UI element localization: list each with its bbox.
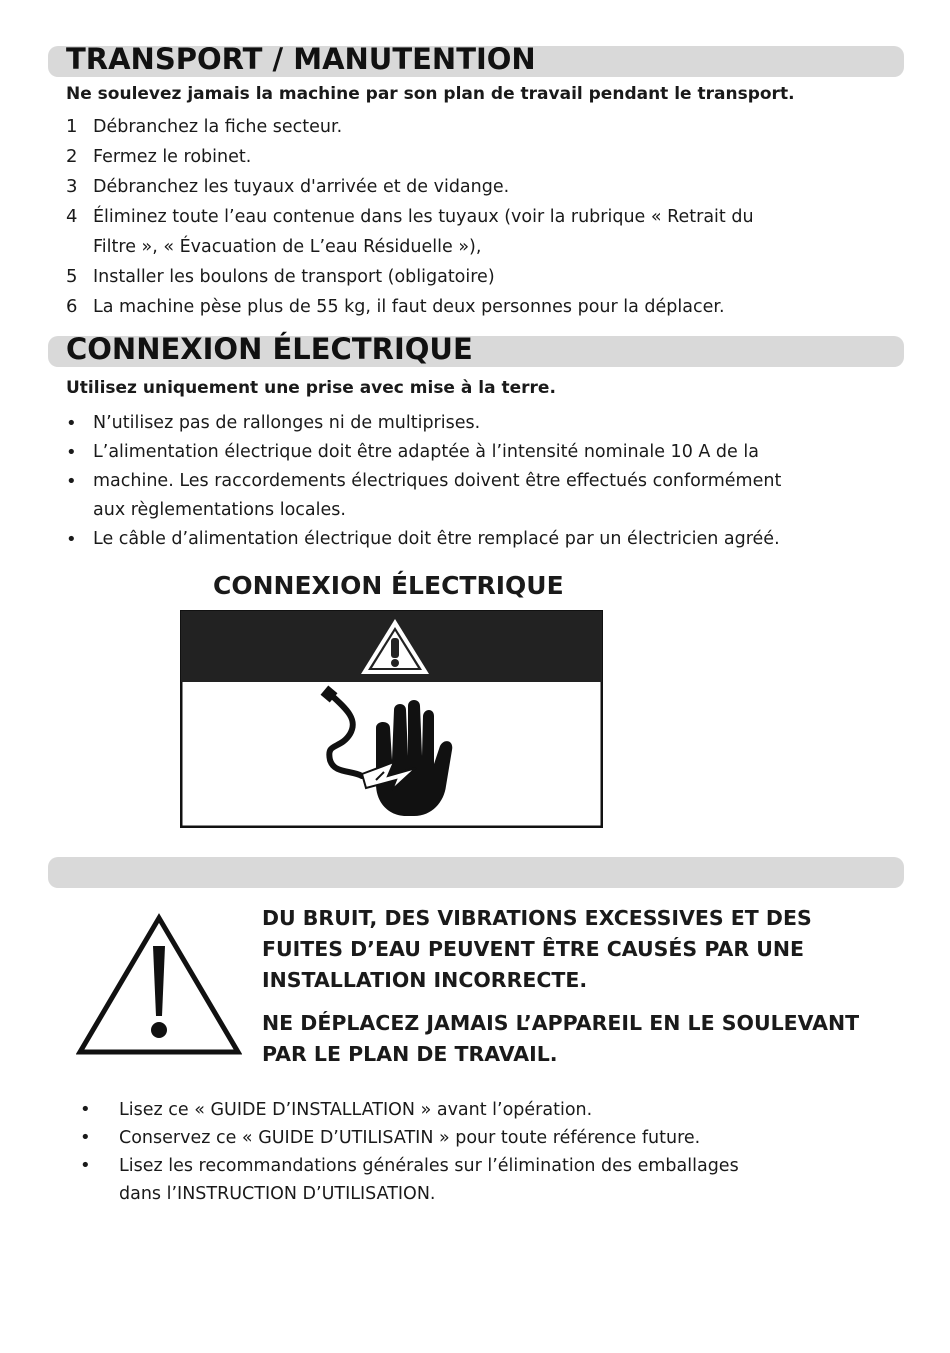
warning-triangle-icon: [76, 912, 242, 1058]
installation-bullets: [0, 1096, 739, 1208]
section-header-electrical: [48, 332, 904, 367]
installation-warning-2: NE DÉPLACEZ JAMAIS L’APPAREIL EN LE SOULEVANT PAR LE PLAN DE TRAVAIL.: [262, 1011, 860, 1066]
list-item: • Conservez ce « GUIDE D’UTILISATIN » pour toute référence future.: [80, 1127, 701, 1148]
list-item: • Lisez les recommandations générales sur l’élimination des emballages: [80, 1155, 739, 1176]
list-item: 5 Installer les boulons de transport (obligatoire): [66, 266, 495, 287]
list-item: dans l’INSTRUCTION D’UTILISATION.: [119, 1184, 436, 1204]
list-item: 4 Éliminez toute l’eau contenue dans les tuyaux (voir la rubrique « Retrait du Filtre », « Évacuation de L’eau Résiduelle »),: [66, 206, 754, 257]
transport-steps: [0, 112, 754, 322]
section-title: CONNEXION ÉLECTRIQUE: [66, 332, 473, 366]
list-item: 6 La machine pèse plus de 55 kg, il faut deux personnes pour la déplacer.: [66, 296, 725, 317]
list-item: • machine. Les raccordements électriques doivent être effectués conformément: [66, 471, 782, 492]
list-item: • Lisez ce « GUIDE D’INSTALLATION » avant l’opération.: [80, 1099, 593, 1120]
list-item: 2 Fermez le robinet.: [66, 146, 252, 167]
electrical-warning: Utilisez uniquement une prise avec mise à la terre.: [66, 378, 556, 398]
section-title: TRANSPORT / MANUTENTION: [66, 42, 536, 76]
list-item: aux règlementations locales.: [93, 500, 346, 520]
list-item: • L’alimentation électrique doit être adaptée à l’intensité nominale 10 A de la: [66, 442, 759, 463]
electric-shock-warning-icon: [180, 610, 603, 828]
section-header-installation: [48, 857, 904, 888]
electrical-bullets: [0, 409, 781, 554]
list-item: 1 Débranchez la fiche secteur.: [66, 116, 343, 137]
list-item: • Le câble d’alimentation électrique doit être remplacé par un électricien agréé.: [66, 529, 780, 550]
section-header-transport: [48, 42, 904, 77]
figure-title: CONNEXION ÉLECTRIQUE: [213, 571, 564, 600]
transport-warning: Ne soulevez jamais la machine par son plan de travail pendant le transport.: [66, 84, 795, 104]
list-item: 3 Débranchez les tuyaux d'arrivée et de vidange.: [66, 176, 510, 197]
installation-warning-1: DU BRUIT, DES VIBRATIONS EXCESSIVES ET DES FUITES D’EAU PEUVENT ÊTRE CAUSÉS PAR UNE INSTALLATION INCORRECTE.: [262, 906, 812, 992]
list-item: • N’utilisez pas de rallonges ni de multiprises.: [66, 413, 481, 434]
